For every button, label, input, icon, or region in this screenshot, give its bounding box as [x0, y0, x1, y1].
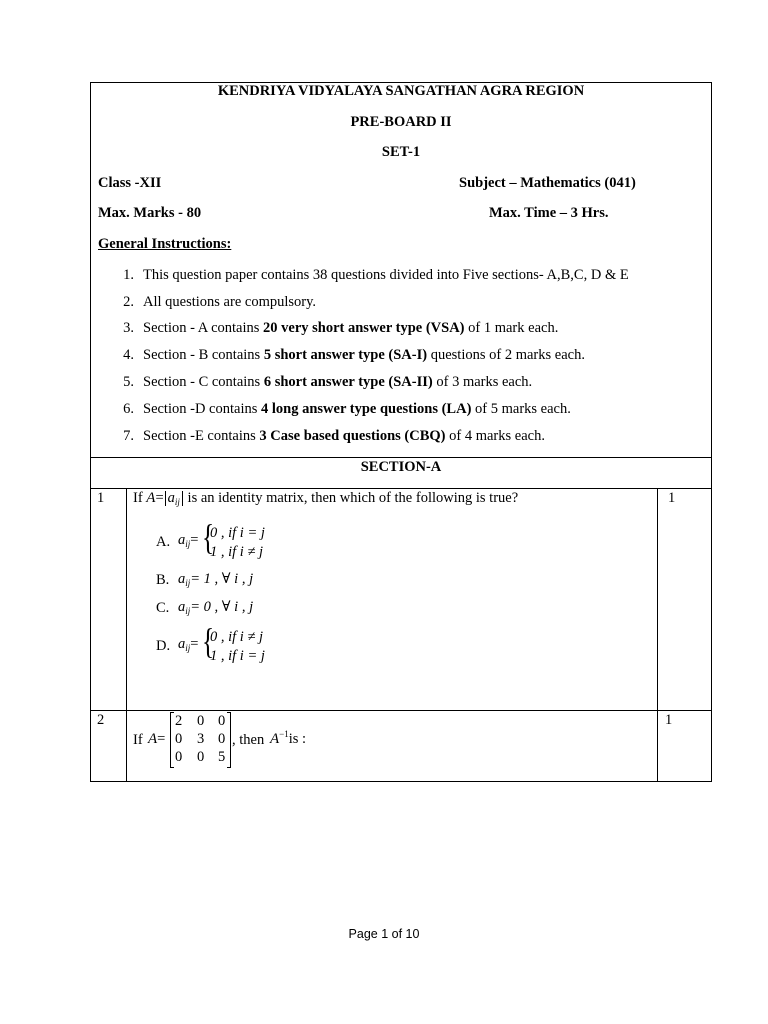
option-a-label: A. — [156, 534, 171, 550]
instruction-number: 3. — [123, 320, 134, 336]
column-divider-marks — [657, 488, 658, 782]
instruction-text: Section -E contains 3 Case based questions (CBQ) of 4 marks each. — [143, 428, 545, 444]
matrix-cell: 2 — [175, 713, 183, 729]
instructions-heading: General Instructions: — [98, 236, 232, 252]
instruction-text: This question paper contains 38 questions divided into Five sections- A,B,C, D & E — [143, 267, 629, 283]
instruction-text: Section -D contains 4 long answer type questions (LA) of 5 marks each. — [143, 401, 571, 417]
option-a-case-1: 0 , if i = j — [210, 525, 265, 541]
option-d-case-1: 0 , if i ≠ j — [210, 629, 264, 645]
section-title: SECTION-A — [360, 459, 442, 475]
option-d-case-2: 1 , if i = j — [210, 648, 265, 664]
rule-before-section — [90, 457, 712, 458]
organization-title: KENDRIYA VIDYALAYA SANGATHAN AGRA REGION — [217, 83, 585, 99]
question-number: 2 — [97, 712, 105, 728]
matrix-cell: 0 — [197, 749, 205, 765]
question-number: 1 — [97, 490, 105, 506]
option-d-brace: { — [202, 621, 215, 661]
option-d-lhs: $a_{ij}=$ — [178, 636, 199, 653]
column-divider-number — [126, 488, 127, 782]
option-c-label: C. — [156, 600, 170, 616]
instruction-number: 5. — [123, 374, 134, 390]
question-marks: 1 — [668, 490, 676, 506]
matrix-cell: 0 — [218, 713, 226, 729]
matrix-cell: 3 — [197, 731, 205, 747]
matrix-right-bracket — [227, 712, 231, 768]
exam-title: PRE-BOARD II — [350, 114, 452, 130]
set-label: SET-1 — [381, 144, 421, 160]
instruction-number: 2. — [123, 294, 134, 310]
option-c-expression: $a_{ij}= 0$ , ∀ i , j — [178, 599, 254, 616]
matrix-left-bracket — [170, 712, 174, 768]
instruction-number: 4. — [123, 347, 134, 363]
question-then: , then — [232, 732, 265, 748]
matrix-cell: 0 — [175, 731, 183, 747]
question-if: If — [133, 732, 143, 748]
matrix-lhs: A= — [148, 731, 166, 747]
option-a-brace: { — [202, 517, 215, 557]
instruction-text: Section - A contains 20 very short answer type (VSA) of 1 mark each. — [143, 320, 559, 336]
option-a-lhs: $a_{ij}=$ — [178, 532, 199, 549]
question-stem: If $A= a_{ij}$ is an identity matrix, then which of the following is true? — [133, 490, 519, 507]
instruction-text: Section - B contains 5 short answer type (SA-I) questions of 2 marks each. — [143, 347, 585, 363]
subject-label: Subject – Mathematics (041) — [459, 175, 636, 191]
page-footer: Page 1 of 10 — [348, 927, 420, 941]
rule-after-q1 — [90, 710, 712, 711]
rule-after-section — [90, 488, 712, 489]
option-b-label: B. — [156, 572, 170, 588]
instruction-number: 7. — [123, 428, 134, 444]
question-marks: 1 — [665, 712, 673, 728]
matrix-cell: 0 — [197, 713, 205, 729]
option-b-expression: $a_{ij}= 1$ , ∀ i , j — [178, 571, 254, 588]
matrix-cell: 0 — [175, 749, 183, 765]
class-label: Class -XII — [98, 175, 162, 191]
instruction-number: 6. — [123, 401, 134, 417]
max-marks: Max. Marks - 80 — [98, 205, 202, 221]
option-d-label: D. — [156, 638, 171, 654]
instruction-text: Section - C contains 6 short answer type (SA-II) of 3 marks each. — [143, 374, 533, 390]
inverse-expression: $A^{-1}is$ : — [270, 729, 307, 747]
matrix-cell: 0 — [218, 731, 226, 747]
instruction-text: All questions are compulsory. — [143, 294, 317, 310]
instruction-number: 1. — [123, 267, 134, 283]
max-time: Max. Time – 3 Hrs. — [489, 205, 609, 221]
matrix-cell: 5 — [218, 749, 226, 765]
option-a-case-2: 1 , if i ≠ j — [210, 544, 264, 560]
